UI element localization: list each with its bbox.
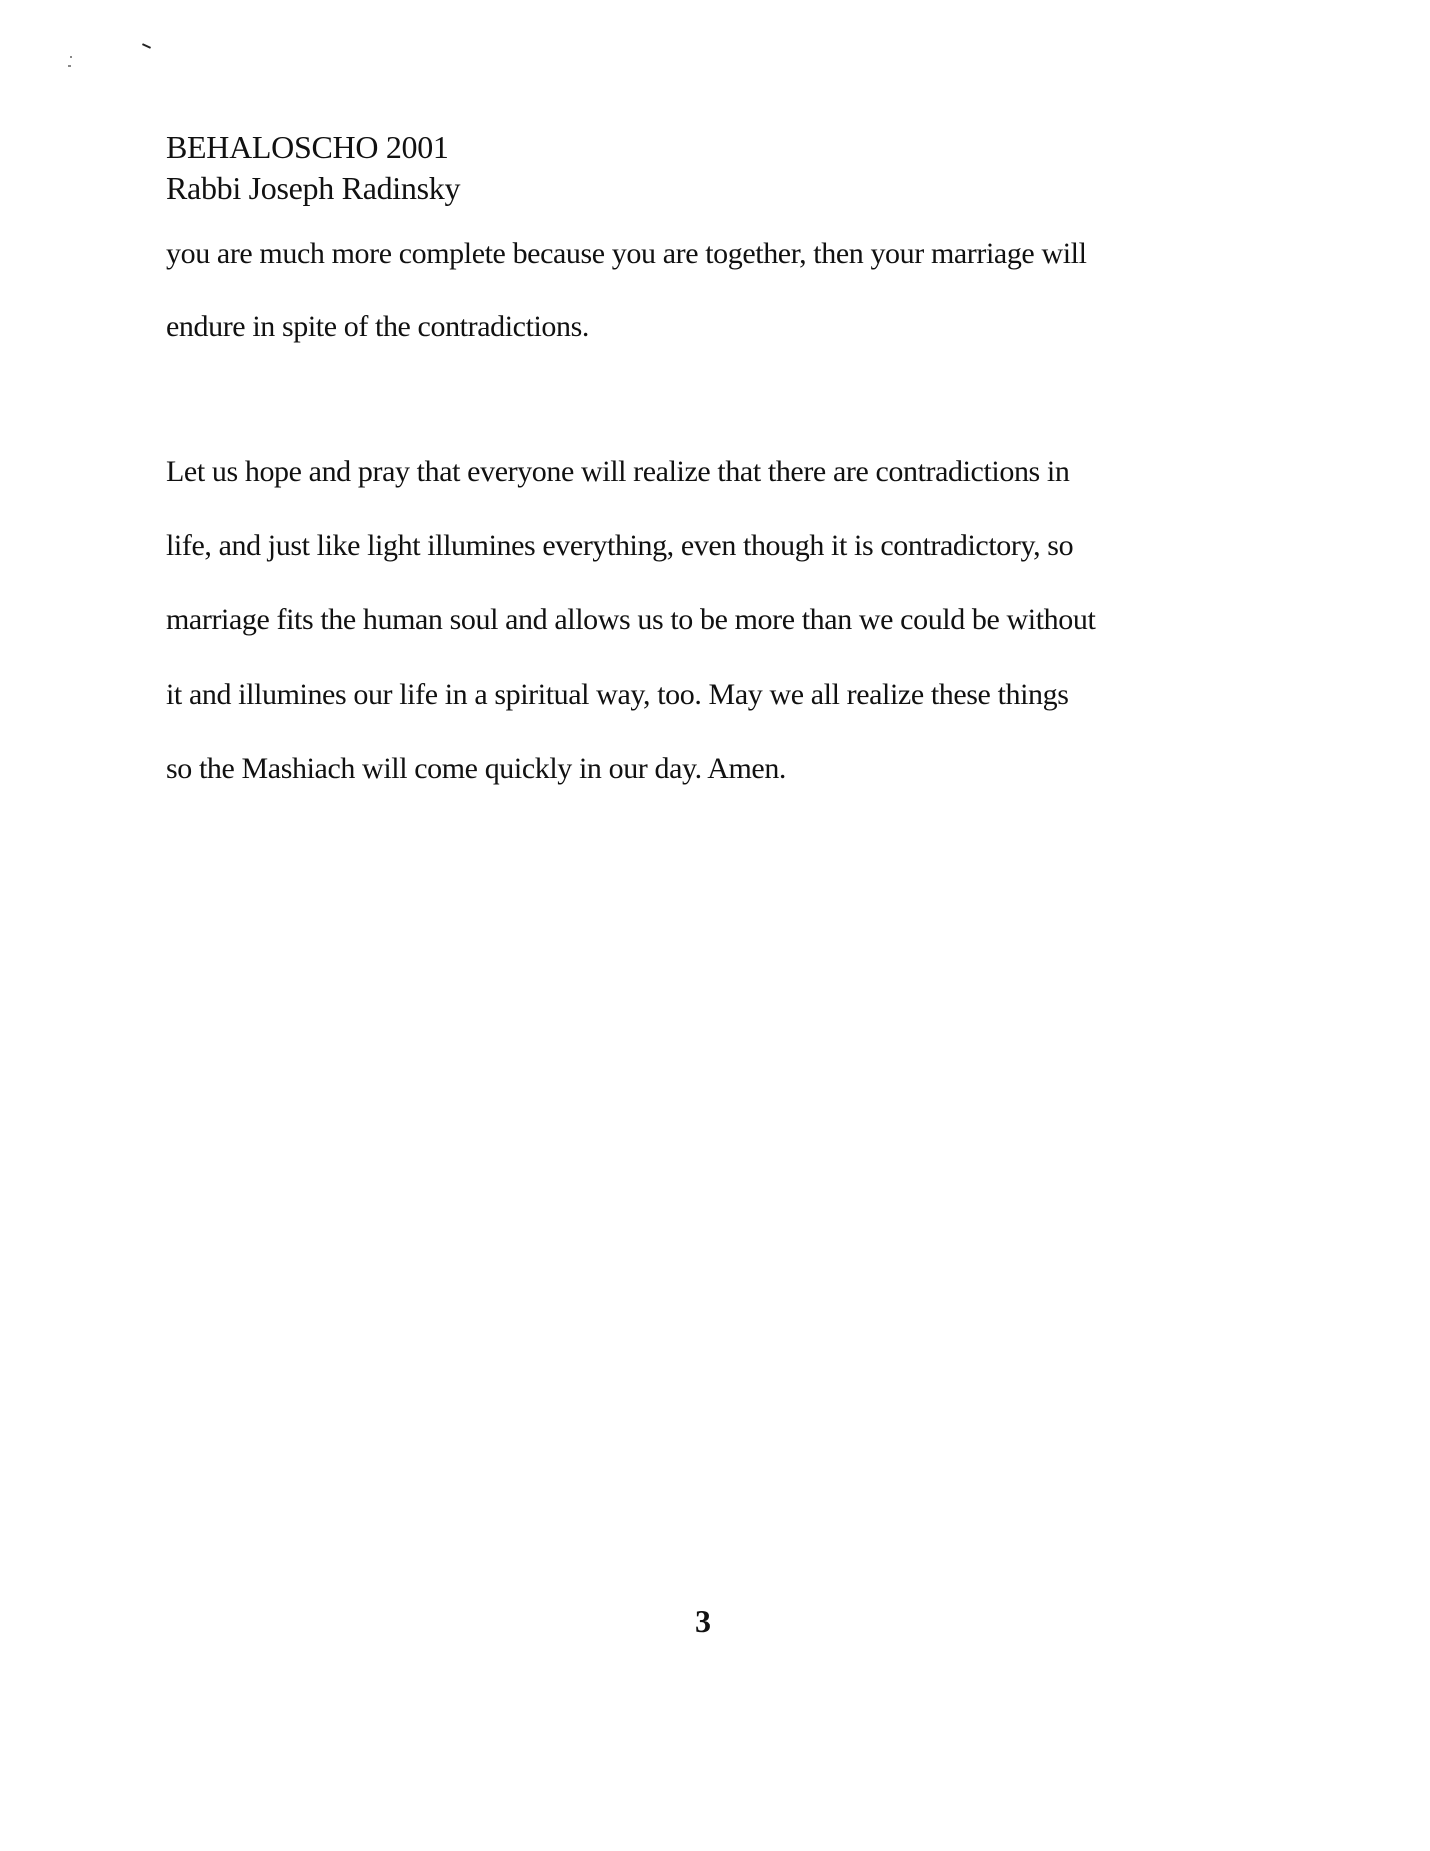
scan-speck — [142, 43, 151, 49]
document-title: BEHALOSCHO 2001 — [166, 129, 449, 165]
paragraph-line: Let us hope and pray that everyone will realize that there are contradictions in — [166, 455, 1070, 488]
page-number: 3 — [695, 1603, 711, 1639]
paragraph-line: you are much more complete because you are together, then your marriage will — [166, 237, 1087, 270]
paragraph-line: endure in spite of the contradictions. — [166, 310, 590, 343]
document-header — [166, 127, 460, 209]
paragraph-line: it and illumines our life in a spiritual way, too. May we all realize these things — [166, 678, 1069, 711]
paragraph-line: life, and just like light illumines everything, even though it is contradictory, so — [166, 529, 1074, 562]
scan-speck — [70, 56, 72, 58]
scan-speck — [68, 65, 71, 67]
paragraph-line: so the Mashiach will come quickly in our day. Amen. — [166, 752, 787, 785]
paragraph-line: marriage fits the human soul and allows us to be more than we could be without — [166, 603, 1096, 636]
document-author: Rabbi Joseph Radinsky — [166, 170, 461, 206]
